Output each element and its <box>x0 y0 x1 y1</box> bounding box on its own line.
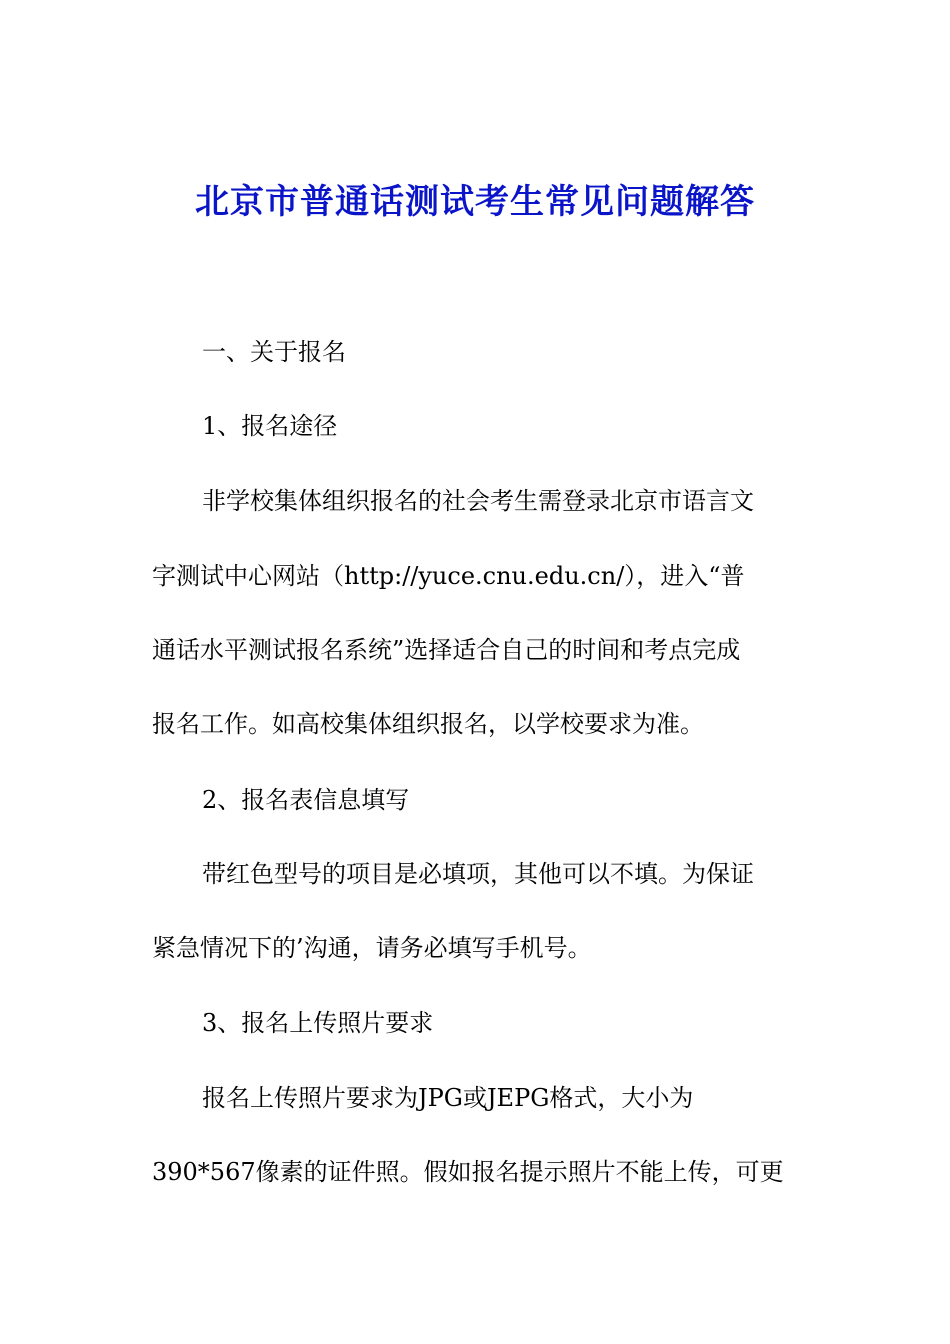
paragraph-line: 报名工作。如高校集体组织报名，以学校要求为准。 <box>152 710 704 738</box>
section-heading-registration: 一、关于报名 <box>202 338 346 366</box>
subheading-photo-requirements: 3、报名上传照片要求 <box>202 1009 434 1037</box>
paragraph-line: 非学校集体组织报名的社会考生需登录北京市语言文 <box>202 487 754 515</box>
subheading-registration-channel: 1、报名途径 <box>202 412 338 440</box>
paragraph-line: 紧急情况下的’沟通，请务必填写手机号。 <box>152 934 592 962</box>
paragraph-line: 报名上传照片要求为JPG或JEPG格式，大小为 <box>202 1084 694 1112</box>
subheading-form-info: 2、报名表信息填写 <box>202 786 410 814</box>
paragraph-line: 通话水平测试报名系统”选择适合自己的时间和考点完成 <box>152 636 741 664</box>
paragraph-line: 带红色型号的项目是必填项，其他可以不填。为保证 <box>202 860 754 888</box>
paragraph-line: 字测试中心网站（http://yuce.cnu.edu.cn/），进入“普 <box>152 562 745 590</box>
paragraph-line: 390*567像素的证件照。假如报名提示照片不能上传，可更 <box>152 1158 784 1186</box>
document-title: 北京市普通话测试考生常见问题解答 <box>195 182 755 222</box>
